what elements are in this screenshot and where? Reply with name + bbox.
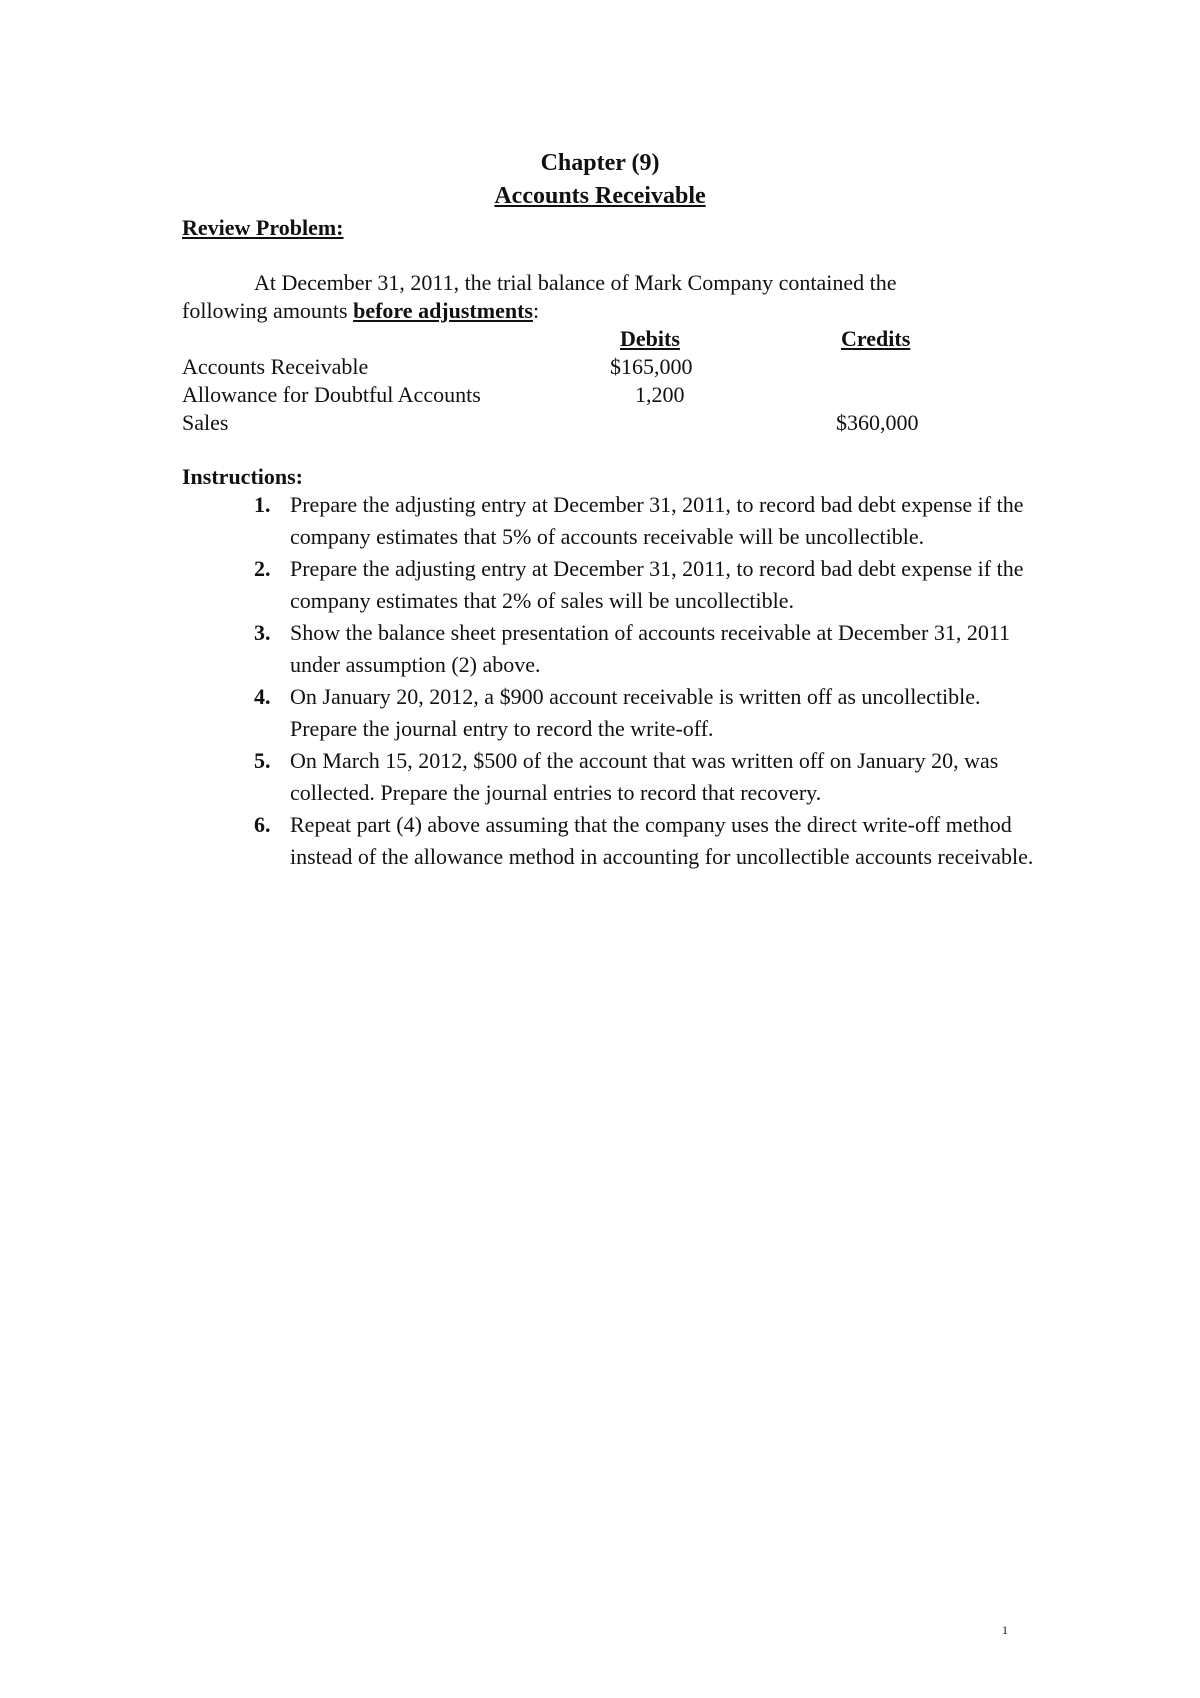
tb-row-account: Accounts Receivable	[182, 354, 369, 379]
tb-row-credit: $360,000	[836, 410, 919, 435]
instruction-text: On January 20, 2012, a $900 account receivable is written off as uncollectible. Prepare the journal entry to record the write-off.	[290, 684, 981, 741]
intro-emphasis: before adjustments	[353, 298, 533, 323]
tb-row-account: Allowance for Doubtful Accounts	[182, 382, 481, 407]
instruction-number: 5.	[254, 748, 271, 773]
instruction-text: Repeat part (4) above assuming that the company uses the direct write-off method instead of the allowance method in accounting for uncollectible accounts receivable.	[290, 812, 1034, 869]
instruction-item	[182, 617, 1042, 681]
instruction-text: Prepare the adjusting entry at December 31, 2011, to record bad debt expense if the company estimates that 5% of accounts receivable will be uncollectible.	[290, 492, 1024, 549]
debits-column-header: Debits	[620, 326, 680, 351]
intro-line-2-suffix: :	[532, 298, 540, 323]
document-title: Accounts Receivable	[494, 183, 706, 209]
instruction-number: 4.	[254, 684, 271, 709]
instructions-list	[182, 489, 1042, 873]
review-problem-heading: Review Problem:	[182, 215, 344, 240]
instruction-number: 1.	[254, 492, 271, 517]
instruction-text: On March 15, 2012, $500 of the account that was written off on January 20, was collected. Prepare the journal entries to record that recovery.	[290, 748, 999, 805]
instruction-number: 3.	[254, 620, 271, 645]
instruction-item	[182, 553, 1042, 617]
instructions-heading: Instructions:	[182, 464, 304, 489]
instruction-item	[182, 681, 1042, 745]
tb-row-debit: $165,000	[610, 354, 693, 379]
intro-line-1: At December 31, 2011, the trial balance of Mark Company contained the	[254, 270, 897, 295]
tb-row-debit: 1,200	[635, 382, 685, 407]
instruction-text: Show the balance sheet presentation of accounts receivable at December 31, 2011 under assumption (2) above.	[290, 620, 1011, 677]
page-number: 1	[1002, 1623, 1008, 1637]
chapter-heading: Chapter (9)	[540, 150, 660, 176]
instruction-number: 2.	[254, 556, 271, 581]
tb-row-account: Sales	[182, 410, 229, 435]
intro-line-2	[182, 298, 539, 324]
instruction-item	[182, 489, 1042, 553]
credits-column-header: Credits	[841, 326, 911, 351]
instruction-item	[182, 745, 1042, 809]
instruction-number: 6.	[254, 812, 271, 837]
intro-line-2-prefix: following amounts	[182, 298, 354, 323]
instruction-item	[182, 809, 1042, 873]
instruction-text: Prepare the adjusting entry at December 31, 2011, to record bad debt expense if the company estimates that 2% of sales will be uncollectible.	[290, 556, 1024, 613]
